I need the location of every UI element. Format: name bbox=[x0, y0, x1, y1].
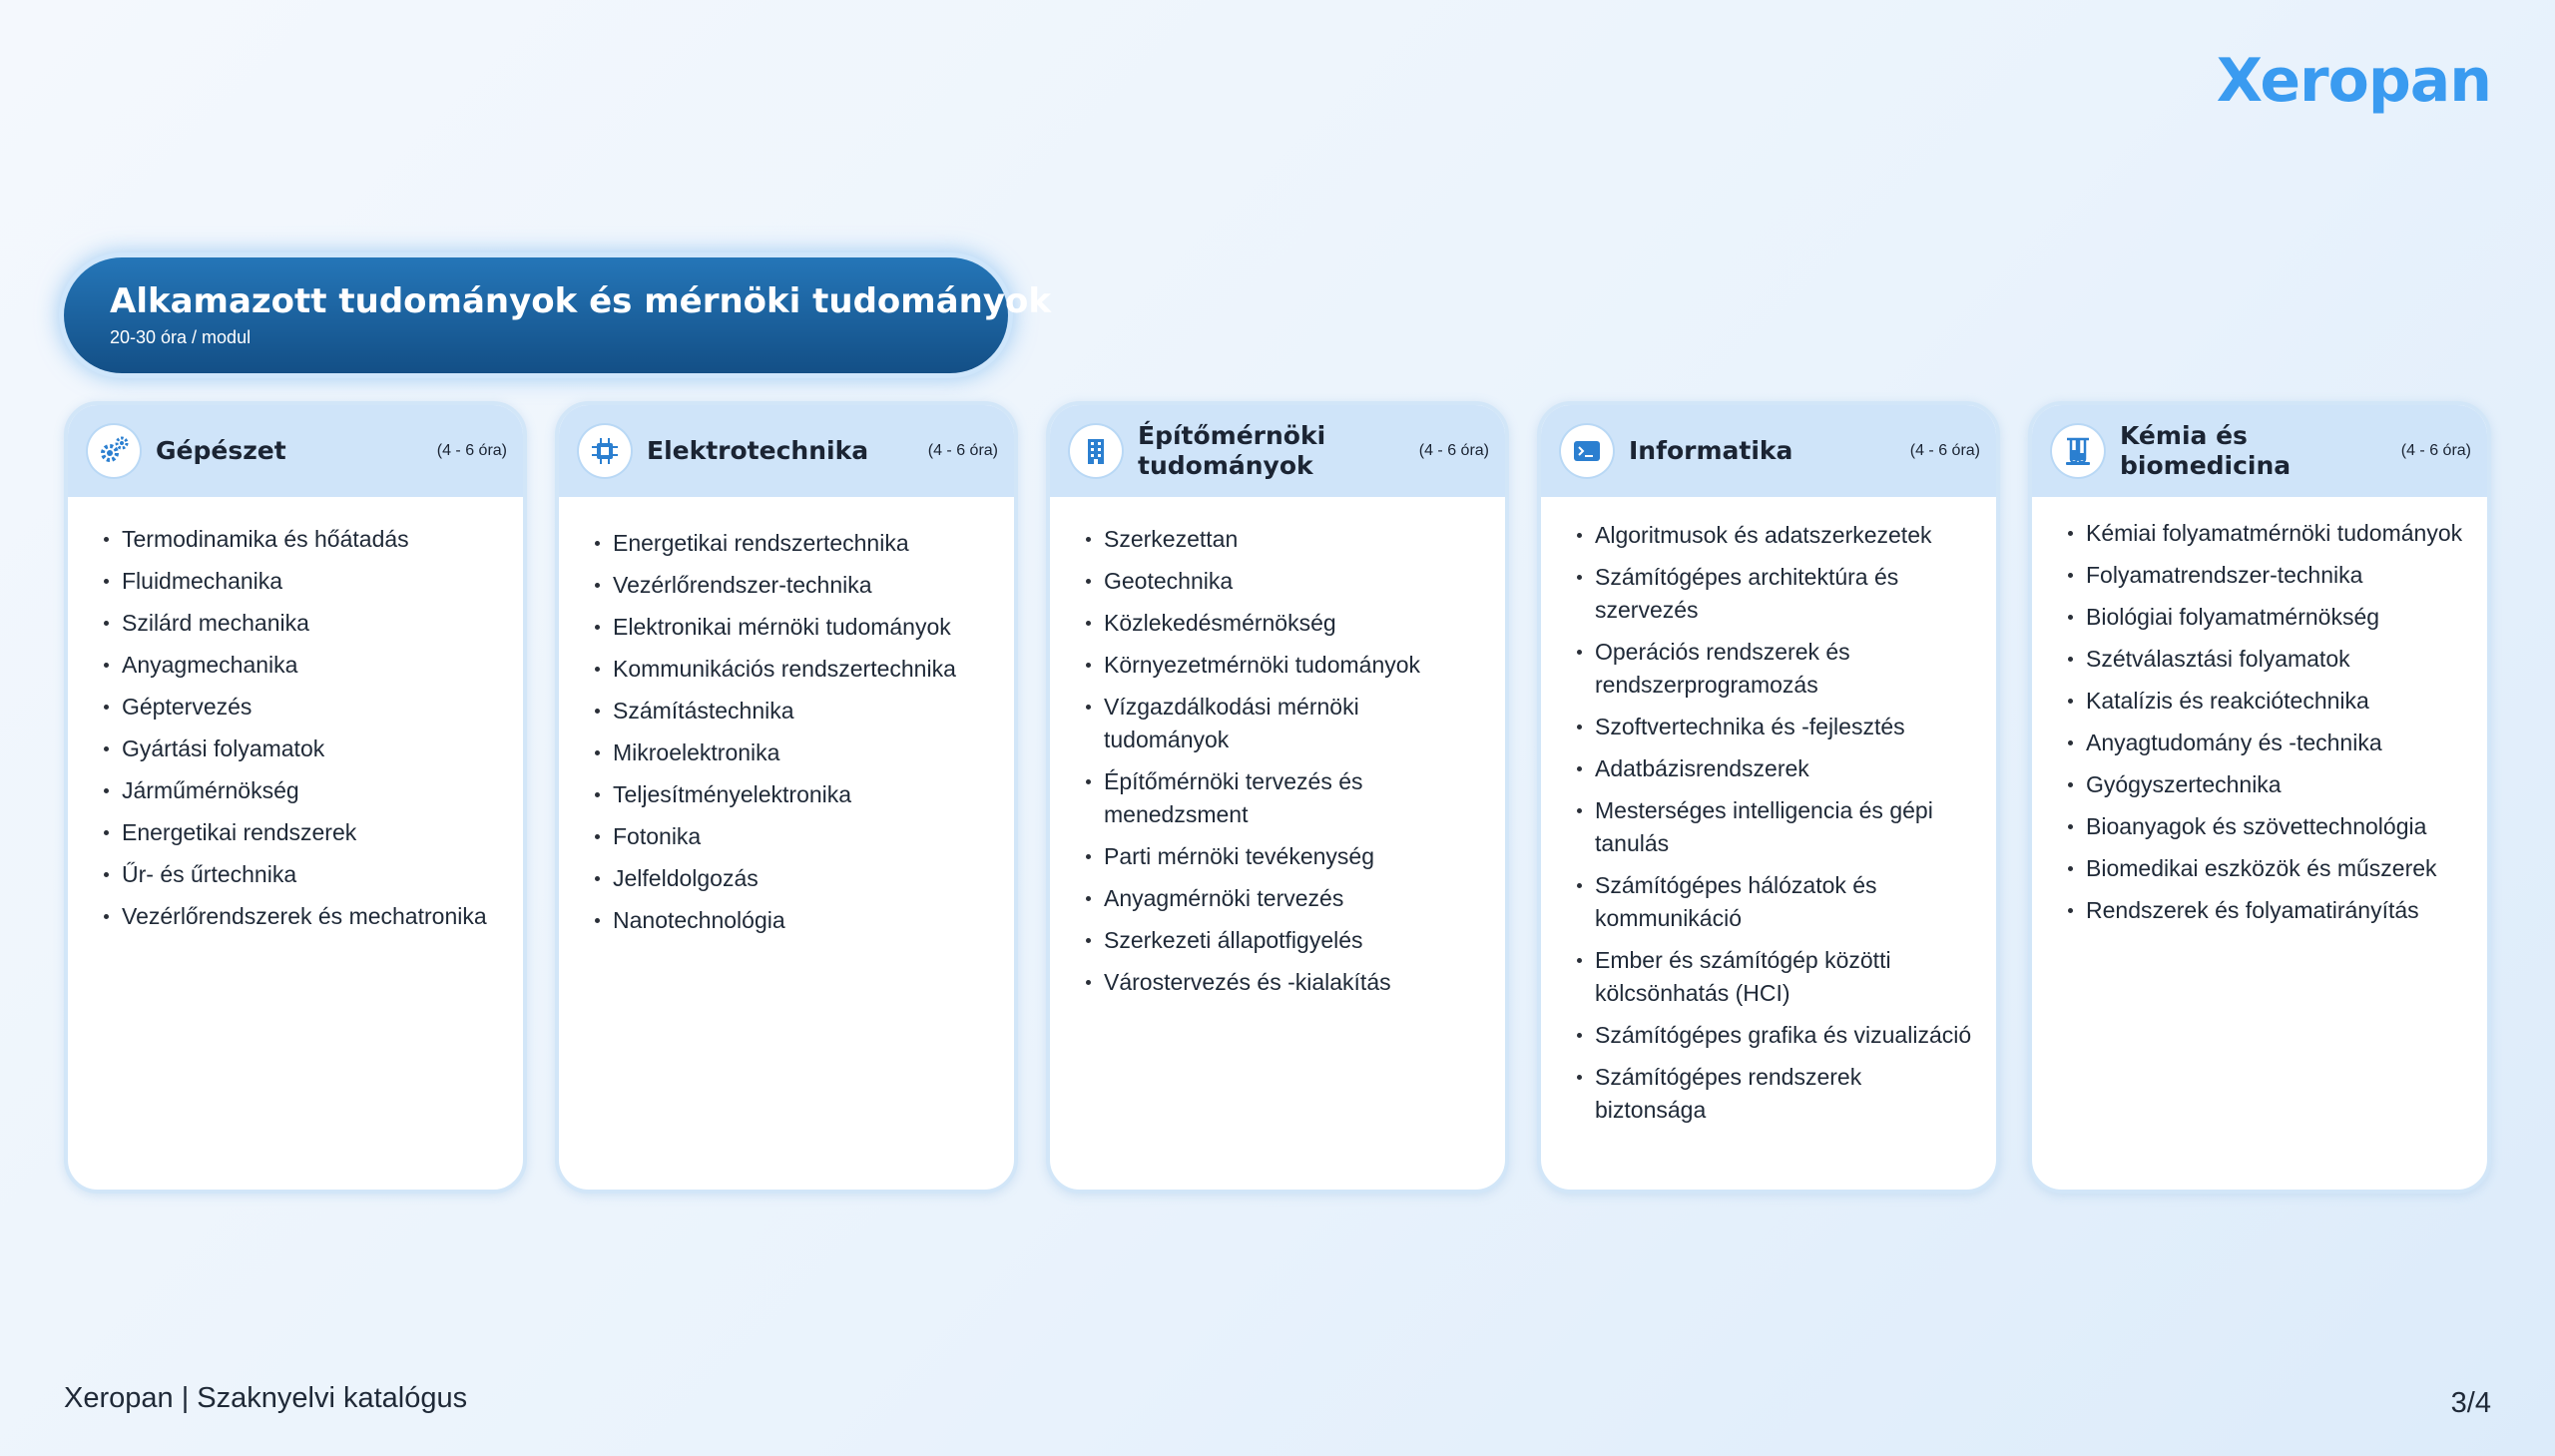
list-item: Közlekedésmérnökség bbox=[1104, 607, 1489, 640]
page-number: 3/4 bbox=[2450, 1387, 2491, 1419]
list-item: Szilárd mechanika bbox=[122, 607, 507, 640]
list-item: Biomedikai eszközök és műszerek bbox=[2086, 852, 2479, 885]
list-item: Energetikai rendszerek bbox=[122, 816, 507, 849]
card-hours: (4 - 6 óra) bbox=[1418, 442, 1489, 459]
list-item: Anyagmechanika bbox=[122, 649, 507, 682]
list-item: Környezetmérnöki tudományok bbox=[1104, 649, 1489, 682]
list-item: Géptervezés bbox=[122, 691, 507, 724]
card-title: Elektrotechnika bbox=[647, 436, 869, 465]
card-title: Kémia és biomedicina bbox=[2120, 421, 2292, 480]
list-item: Rendszerek és folyamatirányítás bbox=[2086, 894, 2479, 927]
gears-icon bbox=[88, 425, 140, 477]
list-item: Anyagtudomány és -technika bbox=[2086, 727, 2479, 759]
footer-catalog-label: Xeropan | Szaknyelvi katalógus bbox=[64, 1382, 468, 1414]
card-hours: (4 - 6 óra) bbox=[1909, 442, 1980, 459]
list-item: Vízgazdálkodási mérnöki tudományok bbox=[1104, 691, 1403, 756]
topic-list bbox=[1050, 497, 1505, 999]
microchip-icon bbox=[579, 425, 631, 477]
list-item: Geotechnika bbox=[1104, 565, 1489, 598]
list-item: Számítástechnika bbox=[613, 695, 998, 728]
list-item: Számítógépes grafika és vizualizáció bbox=[1595, 1019, 1974, 1052]
list-item: Anyagmérnöki tervezés bbox=[1104, 882, 1489, 915]
list-item: Operációs rendszerek és rendszerprogramozás bbox=[1595, 636, 1894, 702]
list-item: Kémiai folyamatmérnöki tudományok bbox=[2086, 517, 2479, 550]
topic-list bbox=[1541, 497, 1996, 1127]
list-item: Adatbázisrendszerek bbox=[1595, 752, 1974, 785]
list-item: Ember és számítógép közötti kölcsönhatás (HCI) bbox=[1595, 944, 1924, 1010]
list-item: Parti mérnöki tevékenység bbox=[1104, 840, 1489, 873]
list-item: Építőmérnöki tervezés és menedzsment bbox=[1104, 765, 1403, 831]
section-title: Alkamazott tudományok és mérnöki tudományok bbox=[110, 281, 1052, 321]
test-tubes-icon bbox=[2052, 425, 2104, 477]
module-card-kemia bbox=[2028, 401, 2491, 1194]
list-item: Teljesítményelektronika bbox=[613, 778, 998, 811]
card-header bbox=[559, 405, 1014, 497]
list-item: Nanotechnológia bbox=[613, 904, 998, 937]
card-header bbox=[1541, 405, 1996, 497]
card-header bbox=[2032, 405, 2487, 497]
list-item: Mesterséges intelligencia és gépi tanulás bbox=[1595, 794, 1954, 860]
list-item: Számítógépes hálózatok és kommunikáció bbox=[1595, 869, 1914, 935]
list-item: Algoritmusok és adatszerkezetek bbox=[1595, 519, 1974, 552]
module-card-elektrotechnika bbox=[555, 401, 1018, 1194]
list-item: Termodinamika és hőátadás bbox=[122, 523, 507, 556]
card-title: Építőmérnöki tudományok bbox=[1138, 421, 1326, 480]
list-item: Szerkezeti állapotfigyelés bbox=[1104, 924, 1489, 957]
list-item: Kommunikációs rendszertechnika bbox=[613, 653, 998, 686]
list-item: Elektronikai mérnöki tudományok bbox=[613, 611, 998, 644]
brand-logo: Xeropan bbox=[2216, 46, 2491, 116]
topic-list bbox=[559, 497, 1014, 937]
card-hours: (4 - 6 óra) bbox=[436, 442, 507, 459]
list-item: Vezérlőrendszer-technika bbox=[613, 569, 998, 602]
list-item: Gyártási folyamatok bbox=[122, 732, 507, 765]
section-subtitle: 20-30 óra / modul bbox=[110, 327, 252, 347]
list-item: Járműmérnökség bbox=[122, 774, 507, 807]
card-header bbox=[1050, 405, 1505, 497]
section-title-banner bbox=[64, 257, 1052, 373]
list-item: Bioanyagok és szövettechnológia bbox=[2086, 810, 2479, 843]
list-item: Gyógyszertechnika bbox=[2086, 768, 2479, 801]
list-item: Űr- és űrtechnika bbox=[122, 858, 507, 891]
list-item: Számítógépes architektúra és szervezés bbox=[1595, 561, 1924, 627]
module-card-epitomernoki bbox=[1046, 401, 1509, 1194]
list-item: Szoftvertechnika és -fejlesztés bbox=[1595, 711, 1974, 743]
card-title: Gépészet bbox=[156, 436, 286, 465]
topic-list bbox=[68, 497, 523, 933]
module-cards bbox=[64, 401, 2491, 1194]
list-item: Fluidmechanika bbox=[122, 565, 507, 598]
list-item: Energetikai rendszertechnika bbox=[613, 527, 998, 560]
list-item: Számítógépes rendszerek biztonsága bbox=[1595, 1061, 1894, 1127]
list-item: Biológiai folyamatmérnökség bbox=[2086, 601, 2479, 634]
list-item: Várostervezés és -kialakítás bbox=[1104, 966, 1489, 999]
list-item: Szerkezettan bbox=[1104, 523, 1489, 556]
card-title: Informatika bbox=[1629, 436, 1793, 465]
list-item: Folyamatrendszer-technika bbox=[2086, 559, 2479, 592]
list-item: Jelfeldolgozás bbox=[613, 862, 998, 895]
building-icon bbox=[1070, 425, 1122, 477]
module-card-informatika bbox=[1537, 401, 2000, 1194]
list-item: Vezérlőrendszerek és mechatronika bbox=[122, 900, 507, 933]
list-item: Mikroelektronika bbox=[613, 736, 998, 769]
terminal-icon bbox=[1561, 425, 1613, 477]
list-item: Fotonika bbox=[613, 820, 998, 853]
card-hours: (4 - 6 óra) bbox=[2400, 442, 2471, 459]
topic-list bbox=[2032, 497, 2487, 927]
card-hours: (4 - 6 óra) bbox=[927, 442, 998, 459]
list-item: Szétválasztási folyamatok bbox=[2086, 643, 2479, 676]
module-card-gepeszet bbox=[64, 401, 527, 1194]
card-header bbox=[68, 405, 523, 497]
list-item: Katalízis és reakciótechnika bbox=[2086, 685, 2479, 718]
